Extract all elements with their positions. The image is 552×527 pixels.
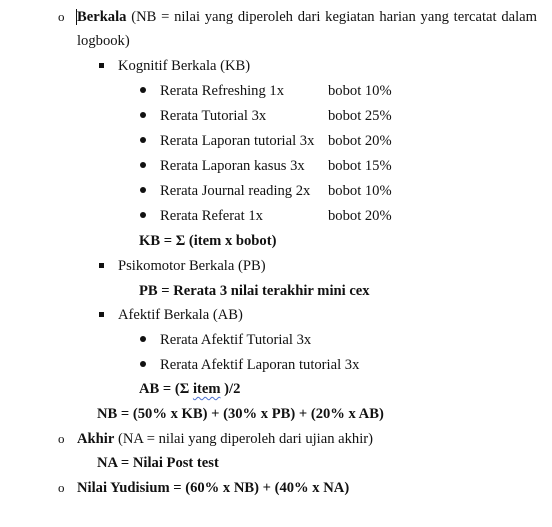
level3-bullet: [140, 212, 146, 218]
afektif-label: Afektif Berkala (AB): [118, 307, 243, 323]
level3-bullet: [140, 112, 146, 118]
kognitif-item-name: Rerata Laporan tutorial 3x: [160, 133, 315, 149]
kognitif-item-weight: bobot 20%: [328, 133, 392, 149]
kognitif-item-name: Rerata Referat 1x: [160, 208, 263, 224]
kognitif-item-name: Rerata Journal reading 2x: [160, 183, 311, 199]
ab-formula-pre: AB = (Σ: [139, 381, 193, 397]
afektif-item-name: Rerata Afektif Laporan tutorial 3x: [160, 357, 360, 373]
level2-bullet-kognitif: [99, 63, 104, 68]
akhir-desc: (NA = nilai yang diperoleh dari ujian akhir): [117, 431, 374, 447]
kognitif-item-weight: bobot 20%: [328, 208, 392, 224]
ab-formula: [139, 380, 240, 398]
akhir-title: Akhir: [77, 431, 115, 447]
yudisium-formula: Nilai Yudisium = (60% x NB) + (40% x NA): [77, 480, 350, 496]
ab-formula-post: )/2: [220, 381, 241, 397]
level1-bullet-yudisium: o: [58, 480, 65, 495]
level1-bullet-berkala: o: [58, 9, 65, 24]
kognitif-item-weight: bobot 10%: [328, 83, 392, 99]
psikomotor-label: Psikomotor Berkala (PB): [118, 258, 266, 274]
ab-formula-item: item: [192, 381, 221, 397]
level3-bullet: [140, 361, 146, 367]
kognitif-label: Kognitif Berkala (KB): [118, 58, 251, 74]
level3-bullet: [140, 187, 146, 193]
level3-bullet: [140, 162, 146, 168]
level1-bullet-akhir: o: [58, 431, 65, 446]
level3-bullet: [140, 137, 146, 143]
berkala-desc-line1: (NB = nilai yang diperoleh dari kegiatan harian yang tercatat dalam: [131, 9, 537, 25]
kognitif-item-weight: bobot 15%: [328, 158, 392, 174]
kognitif-item-weight: bobot 25%: [328, 108, 392, 124]
kognitif-item-name: Rerata Laporan kasus 3x: [160, 158, 305, 174]
level2-bullet-afektif: [99, 312, 104, 317]
na-formula: NA = Nilai Post test: [97, 455, 219, 471]
level3-bullet: [140, 336, 146, 342]
berkala-line1: [77, 8, 537, 26]
kognitif-item-weight: bobot 10%: [328, 183, 392, 199]
kognitif-item-name: Rerata Refreshing 1x: [160, 83, 285, 99]
nb-formula: NB = (50% x KB) + (30% x PB) + (20% x AB): [97, 406, 384, 422]
level3-bullet: [140, 87, 146, 93]
akhir-line: [77, 430, 373, 448]
kb-formula: KB = Σ (item x bobot): [139, 233, 277, 249]
afektif-item-name: Rerata Afektif Tutorial 3x: [160, 332, 312, 348]
berkala-desc-line2: logbook): [77, 33, 130, 49]
berkala-title: Berkala: [77, 9, 127, 25]
kognitif-item-name: Rerata Tutorial 3x: [160, 108, 267, 124]
level2-bullet-psikomotor: [99, 263, 104, 268]
pb-formula: PB = Rerata 3 nilai terakhir mini cex: [139, 283, 370, 299]
